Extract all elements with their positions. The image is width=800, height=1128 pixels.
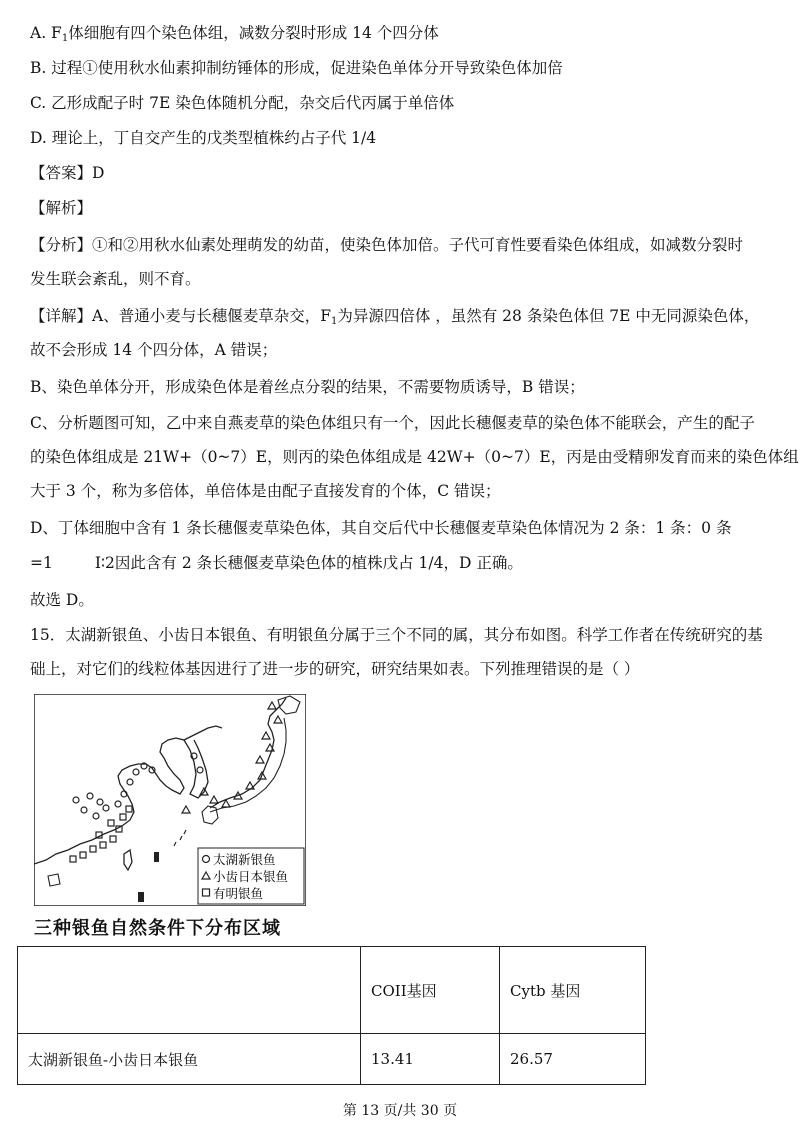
table-cell-cytb: 26.57 [500, 1034, 646, 1085]
gene-distance-table [17, 946, 646, 1085]
option-c: C. 乙形成配子时 7E 染色体随机分配，杂交后代丙属于单倍体 [30, 94, 455, 112]
option-b: B. 过程①使用秋水仙素抑制纺锤体的形成，促进染色单体分开导致染色体加倍 [30, 59, 563, 77]
detail-d-line-2: =1 I∶2因此含有 2 条长穗偃麦草染色体的植株戊占 1/4，D 正确。 [30, 554, 523, 572]
detail-a-line-2: 故不会形成 14 个四分体，A 错误； [30, 341, 278, 359]
legend-label-2: 小齿日本银鱼 [213, 869, 289, 884]
analysis-heading: 【解析】 [30, 199, 93, 217]
detail-d-line-1: D、丁体细胞中含有 1 条长穗偃麦草染色体，其自交后代中长穗偃麦草染色体情况为 2 条：1 条：0 条 [30, 519, 732, 537]
option-a: A. $F_1$体细胞有四个染色体组，减数分裂时形成 14 个四分体 [30, 24, 439, 44]
detail-c-line-2: 的染色体组成是 21W+（0~7）E，则丙的染色体组成是 42W+（0~7）E，丙是由受精卵发育而来的染色体组 [30, 448, 799, 466]
table-cell-pair: 太湖新银鱼-小齿日本银鱼 [18, 1034, 361, 1085]
detail-c-line-1: C、分析题图可知，乙中来自燕麦草的染色体组只有一个，因此长穗偃麦草的染色体不能联会，产生的配子 [30, 414, 755, 432]
page-footer: 第 13 页/共 30 页 [342, 1103, 458, 1119]
map-legend [198, 848, 304, 904]
table-header-cell: COII基因 [361, 947, 500, 1034]
analysis-line-2: 发生联会紊乱，则不育。 [30, 270, 201, 288]
conclusion: 故选 D。 [30, 591, 94, 609]
legend-label-1: 太湖新银鱼 [213, 852, 276, 867]
legend-label-3: 有明银鱼 [213, 886, 264, 901]
analysis-line-1: 【分析】①和②用秋水仙素处理萌发的幼苗，使染色体加倍。子代可育性要看染色体组成，如减数分裂时 [30, 236, 744, 254]
distribution-map [34, 694, 306, 906]
detail-a-line-1: 【详解】A、普通小麦与长穗偃麦草杂交，$F_1$为异源四倍体 ，虽然有 28 条染色体但 7E 中无同源染色体， [30, 307, 760, 327]
table-header-cell: Cytb 基因 [500, 947, 646, 1034]
question-15-line-1: 15．太湖新银鱼、小齿日本银鱼、有明银鱼分属于三个不同的属，其分布如图。科学工作者在传统研究的基 [30, 626, 763, 644]
question-15-line-2: 础上，对它们的线粒体基因进行了进一步的研究，研究结果如表。下列推理错误的是（ ） [30, 660, 640, 678]
detail-c-line-3: 大于 3 个，称为多倍体，单倍体是由配子直接发育的个体，C 错误； [30, 482, 501, 500]
table-header-cell [18, 947, 361, 1034]
island-marker [154, 852, 159, 862]
answer: 【答案】D [30, 164, 105, 182]
option-d: D. 理论上，丁自交产生的戊类型植株约占子代 1/4 [30, 129, 377, 147]
island-marker [138, 892, 144, 902]
table-cell-coii: 13.41 [361, 1034, 500, 1085]
table-row [18, 1034, 646, 1085]
detail-b: B、染色单体分开，形成染色体是着丝点分裂的结果，不需要物质诱导，B 错误； [30, 378, 585, 396]
map-caption: 三种银鱼自然条件下分布区域 [34, 918, 281, 939]
table-header-row [18, 947, 646, 1034]
